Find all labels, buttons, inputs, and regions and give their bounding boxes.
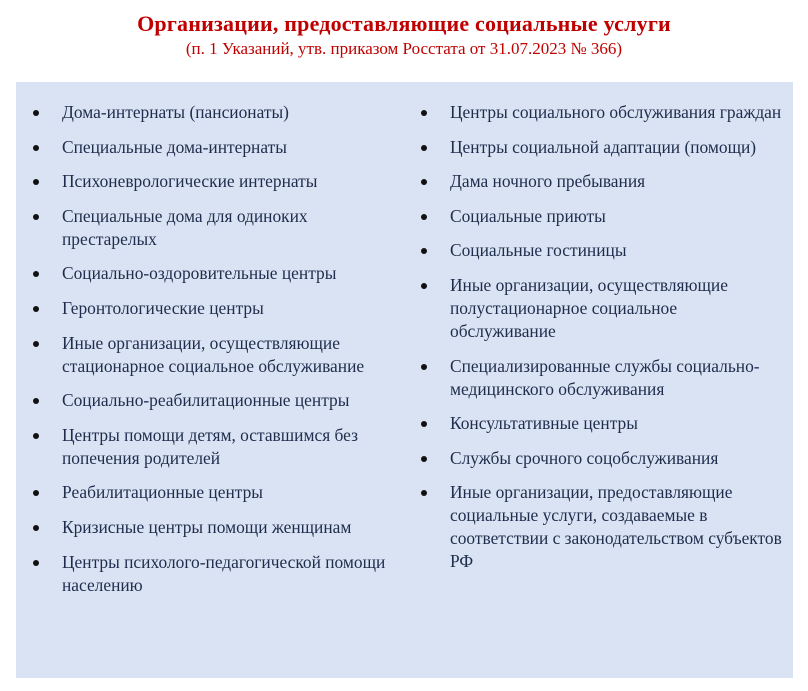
bullet-icon	[421, 456, 427, 462]
list-item	[419, 101, 784, 124]
list-item-text: Иные организации, предоставляющие социальные услуги, создаваемые в соответствии с законодательством субъектов РФ	[450, 482, 782, 572]
list-item	[419, 136, 784, 159]
list-item	[419, 239, 784, 262]
bullet-icon	[33, 179, 39, 185]
bullet-icon	[33, 490, 39, 496]
list-item	[419, 170, 784, 193]
slide-title: Организации, предоставляющие социальные услуги	[137, 11, 671, 36]
list-item	[31, 262, 406, 285]
bullet-icon	[421, 110, 427, 116]
list-item	[31, 481, 406, 504]
list-item-text: Дома-интернаты (пансионаты)	[62, 102, 289, 122]
list-item-text: Реабилитационные центры	[62, 482, 263, 503]
list-item-text: Центры социальной адаптации (помощи)	[450, 136, 757, 157]
list-item	[31, 551, 406, 597]
bullet-icon	[33, 433, 39, 439]
list-item	[31, 205, 406, 251]
list-item	[419, 274, 784, 343]
list-item-text: Специальные дома для одиноких престарелых	[62, 205, 308, 249]
bullet-icon	[421, 364, 427, 370]
bullet-icon	[421, 248, 427, 254]
list-item	[31, 136, 406, 159]
list-item-text: Дама ночного пребывания	[450, 171, 646, 192]
list-item-text: Консультативные центры	[450, 413, 638, 434]
list-item	[31, 297, 406, 320]
list-item-text: Социально-оздоровительные центры	[62, 263, 337, 284]
list-item	[419, 355, 784, 401]
bullet-icon	[33, 306, 39, 312]
list-item	[419, 412, 784, 435]
bullet-icon	[33, 214, 39, 220]
right-column-list	[419, 101, 784, 585]
list-item	[31, 170, 406, 193]
list-item-text: Социальные приюты	[450, 205, 606, 226]
list-item-text: Иные организации, осуществляющие полустационарное социальное обслуживание	[450, 274, 728, 341]
slide-subtitle: (п. 1 Указаний, утв. приказом Росстата от 31.07.2023 № 366)	[185, 39, 623, 58]
bullet-icon	[421, 214, 427, 220]
list-item	[31, 101, 406, 124]
list-item-text: Геронтологические центры	[62, 297, 264, 318]
list-item-text: Кризисные центры помощи женщинам	[62, 516, 352, 537]
list-item-text: Центры помощи детям, оставшимся без попечения родителей	[62, 424, 358, 468]
list-item	[419, 205, 784, 228]
list-item	[31, 389, 406, 412]
bullet-icon	[421, 421, 427, 427]
bullet-icon	[421, 179, 427, 185]
bullet-icon	[33, 398, 39, 404]
bullet-icon	[421, 145, 427, 151]
list-item	[31, 332, 406, 378]
list-item	[31, 516, 406, 539]
left-column-list	[31, 101, 406, 608]
bullet-icon	[33, 110, 39, 116]
bullet-icon	[33, 560, 39, 566]
list-item-text: Иные организации, осуществляющие стационарное социальное обслуживание	[62, 332, 365, 376]
list-item-text: Службы срочного соцобслуживания	[450, 447, 719, 468]
list-item	[419, 481, 784, 573]
list-item	[419, 447, 784, 470]
list-item-text: Психоневрологические интернаты	[62, 171, 318, 192]
bullet-icon	[33, 271, 39, 277]
bullet-icon	[421, 490, 427, 496]
list-item	[31, 424, 406, 470]
slide-header	[0, 10, 808, 60]
bullet-icon	[33, 145, 39, 151]
list-item-text: Социально-реабилитационные центры	[62, 390, 350, 411]
list-item-text: Специальные дома-интернаты	[62, 136, 287, 157]
list-item-text: Центры социального обслуживания граждан	[450, 102, 782, 122]
list-item-text: Социальные гостиницы	[450, 240, 627, 261]
bullet-icon	[33, 341, 39, 347]
bullet-icon	[421, 283, 427, 289]
organizations-panel	[16, 82, 793, 678]
list-item-text: Специализированные службы социально-медицинского обслуживания	[450, 355, 760, 399]
list-item-text: Центры психолого-педагогической помощи населению	[62, 551, 386, 595]
bullet-icon	[33, 525, 39, 531]
